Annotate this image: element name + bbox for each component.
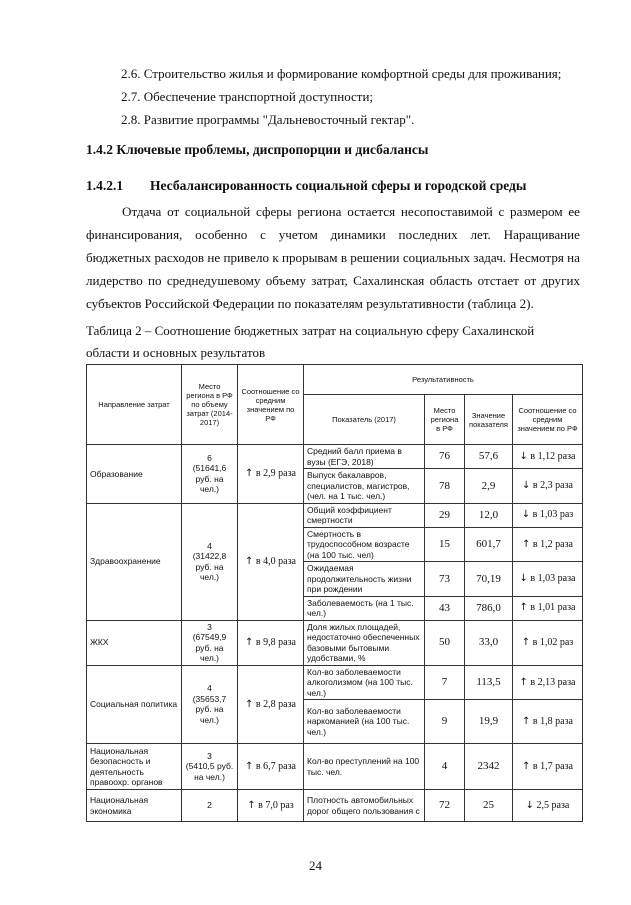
- arrow-icon: ↓: [519, 573, 528, 584]
- result-ratio-cell: [513, 469, 583, 504]
- arrow-icon: ↓: [519, 450, 528, 462]
- indicator-cell: Выпуск бакалавров, специалистов, магистров, (чел. на 1 тыс. чел.): [304, 469, 425, 504]
- spending-ratio-cell: [238, 665, 304, 744]
- page-number: 24: [309, 858, 322, 873]
- header-place-rf: Место региона в РФ: [425, 395, 465, 445]
- result-ratio-cell: [513, 503, 583, 527]
- value-cell: 12,0: [465, 503, 513, 527]
- place-rf-cell: 29: [425, 503, 465, 527]
- list-item: 2.7. Обеспечение транспортной доступности;: [121, 89, 374, 104]
- direction-cell: ЖКХ: [87, 620, 182, 665]
- arrow-icon: ↑: [245, 468, 254, 479]
- section-heading: 1.4.2 Ключевые проблемы, диспропорции и дисбалансы: [86, 142, 429, 157]
- indicator-cell: Заболеваемость (на 1 тыс. чел.): [304, 596, 425, 620]
- arrow-icon: ↑: [522, 538, 531, 550]
- arrow-icon: ↑: [519, 676, 528, 688]
- indicator-cell: Смертность в трудоспособном возрасте (на 100 тыс. чел): [304, 527, 425, 562]
- place-rf-cell: 50: [425, 620, 465, 665]
- table-row: [87, 744, 583, 790]
- table-row: [87, 665, 583, 700]
- spending-ratio-cell: [238, 503, 304, 620]
- ratio-value: в 2,13 раза: [527, 676, 576, 688]
- arrow-icon: ↑: [522, 715, 531, 727]
- data-table: [86, 364, 583, 822]
- ratio-value: в 2,8 раза: [253, 698, 296, 710]
- indicator-cell: Общий коэффициент смертности: [304, 503, 425, 527]
- value-cell: 19,9: [465, 700, 513, 744]
- value-cell: 601,7: [465, 527, 513, 562]
- ratio-value: в 9,8 раза: [253, 636, 296, 648]
- table-row: [87, 790, 583, 822]
- place-cell: 4 (35653,7 руб. на чел.): [182, 665, 238, 744]
- place-cell: 3 (5410,5 руб. на чел.): [182, 744, 238, 790]
- arrow-icon: ↓: [525, 799, 535, 811]
- place-rf-cell: 9: [425, 700, 465, 744]
- result-ratio-cell: [513, 700, 583, 744]
- ratio-value: в 2,3 раза: [530, 480, 573, 491]
- body-paragraph: Отдача от социальной сферы региона остается несопоставимой с размером ее финансирования, особенно с учетом динамики последних лет. Наращивание бюджетных расходов не привело к прорывам в решении социальных задач. Несмотря на лидерство по среднедушевому объему затрат, Сахалинская область отстает от других субъектов Российской Федерации по показателям результативности (таблица 2).: [86, 204, 580, 311]
- arrow-icon: ↓: [522, 480, 531, 491]
- value-cell: 57,6: [465, 445, 513, 469]
- ratio-value: в 2,9 раза: [253, 468, 296, 479]
- result-ratio-cell: [513, 445, 583, 469]
- header-ratio-avg: Соотношение со средним значением по РФ: [513, 395, 583, 445]
- ratio-value: в 1,8 раза: [530, 715, 573, 727]
- direction-cell: Здравоохранение: [87, 503, 182, 620]
- indicator-cell: Ожидаемая продолжительность жизни при рождении: [304, 562, 425, 597]
- arrow-icon: ↑: [521, 636, 531, 648]
- ratio-value: в 1,03 раза: [527, 573, 576, 584]
- table-body: [87, 445, 583, 822]
- place-rf-cell: 15: [425, 527, 465, 562]
- ratio-value: в 7,0 раз: [255, 799, 294, 811]
- indicator-cell: Кол-во заболеваемости алкоголизмом (на 100 тыс. чел.): [304, 665, 425, 700]
- ratio-value: в 1,12 раза: [527, 450, 576, 462]
- spending-ratio-cell: [238, 790, 304, 822]
- place-cell: 3 (67549,9 руб. на чел.): [182, 620, 238, 665]
- place-cell: 4 (31422,8 руб. на чел.): [182, 503, 238, 620]
- value-cell: 113,5: [465, 665, 513, 700]
- indicator-cell: Кол-во заболеваемости наркоманией (на 100 тыс. чел.): [304, 700, 425, 744]
- spending-ratio-cell: [238, 445, 304, 504]
- indicator-cell: Плотность автомобильных дорог общего пользования с: [304, 790, 425, 822]
- value-cell: 33,0: [465, 620, 513, 665]
- place-cell: 2: [182, 790, 238, 822]
- ratio-value: в 6,7 раза: [253, 760, 296, 772]
- ratio-value: в 1,03 раз: [530, 509, 574, 521]
- direction-cell: Образование: [87, 445, 182, 504]
- result-ratio-cell: [513, 790, 583, 822]
- subsection-number: 1.4.2.1: [86, 178, 124, 193]
- place-cell: 6 (51641,6 руб. на чел.): [182, 445, 238, 504]
- table-row: [87, 503, 583, 527]
- value-cell: 786,0: [465, 596, 513, 620]
- direction-cell: Национальная экономика: [87, 790, 182, 822]
- value-cell: 2342: [465, 744, 513, 790]
- table-row: [87, 445, 583, 469]
- spending-ratio-cell: [238, 620, 304, 665]
- result-ratio-cell: [513, 665, 583, 700]
- place-rf-cell: 72: [425, 790, 465, 822]
- place-rf-cell: 76: [425, 445, 465, 469]
- result-ratio-cell: [513, 620, 583, 665]
- arrow-icon: ↑: [519, 602, 528, 614]
- arrow-icon: ↑: [247, 799, 256, 811]
- arrow-icon: ↑: [245, 636, 254, 648]
- indicator-cell: Кол-во преступлений на 100 тыс. чел.: [304, 744, 425, 790]
- header-direction: Направление затрат: [87, 365, 182, 445]
- place-rf-cell: 7: [425, 665, 465, 700]
- ratio-value: в 1,2 раза: [530, 538, 573, 550]
- place-rf-cell: 43: [425, 596, 465, 620]
- header-results: Результативность: [304, 365, 583, 395]
- indicator-cell: Доля жилых площадей, недостаточно обеспеченных базовыми бытовыми удобствами, %: [304, 620, 425, 665]
- arrow-icon: ↑: [522, 760, 531, 772]
- direction-cell: Социальная политика: [87, 665, 182, 744]
- value-cell: 25: [465, 790, 513, 822]
- place-rf-cell: 4: [425, 744, 465, 790]
- value-cell: 2,9: [465, 469, 513, 504]
- ratio-value: в 4,0 раза: [253, 555, 296, 567]
- place-rf-cell: 78: [425, 469, 465, 504]
- list-item: 2.6. Строительство жилья и формирование комфортной среды для проживания;: [121, 66, 562, 81]
- result-ratio-cell: [513, 596, 583, 620]
- result-ratio-cell: [513, 562, 583, 597]
- place-rf-cell: 73: [425, 562, 465, 597]
- header-value: Значение показателя: [465, 395, 513, 445]
- result-ratio-cell: [513, 744, 583, 790]
- arrow-icon: ↓: [521, 509, 531, 521]
- table-caption: Таблица 2 – Соотношение бюджетных затрат на социальную сферу Сахалинской области и основных результатов: [86, 323, 535, 360]
- subsection-title: Несбалансированность социальной сферы и городской среды: [150, 178, 527, 193]
- ratio-value: в 1,01 раза: [527, 602, 576, 614]
- arrow-icon: ↑: [245, 555, 254, 567]
- table-row: [87, 620, 583, 665]
- ratio-value: в 1,02 раз: [530, 636, 574, 648]
- ratio-value: 2,5 раза: [534, 799, 570, 811]
- header-indicator: Показатель (2017): [304, 395, 425, 445]
- spending-ratio-cell: [238, 744, 304, 790]
- arrow-icon: ↑: [245, 760, 254, 772]
- result-ratio-cell: [513, 527, 583, 562]
- list-item: 2.8. Развитие программы "Дальневосточный гектар".: [121, 112, 415, 127]
- ratio-value: в 1,7 раза: [530, 760, 573, 772]
- arrow-icon: ↑: [245, 698, 254, 710]
- value-cell: 70,19: [465, 562, 513, 597]
- indicator-cell: Средний балл приема в вузы (ЕГЭ, 2018): [304, 445, 425, 469]
- header-place: Место региона в РФ по объему затрат (2014-2017): [182, 365, 238, 445]
- header-ratio: Соотношение со средним значением по РФ: [238, 365, 304, 445]
- direction-cell: Национальная безопасность и деятельность правоохр. органов: [87, 744, 182, 790]
